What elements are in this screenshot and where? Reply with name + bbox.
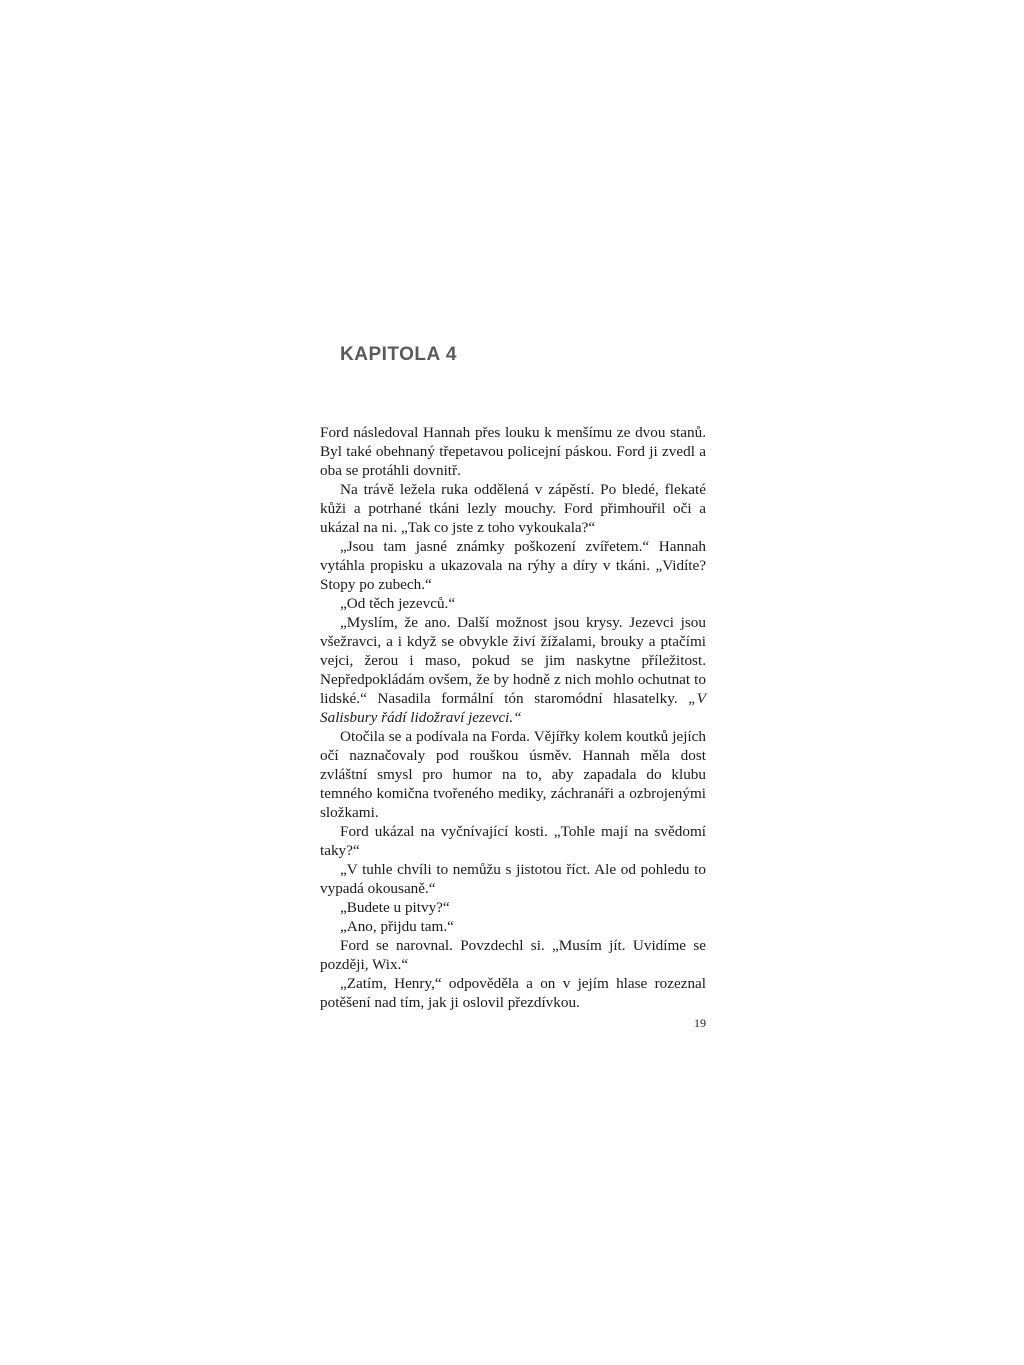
paragraph: „V tuhle chvíli to nemůžu s jistotou říct. Ale od pohledu to vypadá okousaně.“: [320, 861, 706, 897]
chapter-title: KAPITOLA 4: [340, 344, 457, 365]
paragraph: Ford ukázal na vyčnívající kosti. „Tohle mají na svědomí taky?“: [320, 823, 706, 859]
paragraph: Otočila se a podívala na Forda. Vějířky kolem koutků jejích očí naznačovaly pod rouškou úsměv. Hannah měla dost zvláštní smysl pro humor na to, aby zapadala do klubu temného komična tvořeného mediky, záchranáři a ozbrojenými složkami.: [320, 728, 706, 821]
paragraph: Na trávě ležela ruka oddělená v zápěstí. Po bledé, flekaté kůži a potrhané tkáni lezly mouchy. Ford přimhouřil oči a ukázal na ni. „Tak co jste z toho vykoukala?“: [320, 481, 706, 536]
paragraph: [320, 613, 706, 727]
chapter-body: [320, 423, 706, 1012]
paragraph: „Od těch jezevců.“: [340, 595, 456, 612]
paragraph: Ford se narovnal. Povzdechl si. „Musím jít. Uvidíme se později, Wix.“: [320, 937, 706, 973]
italic-quote: „V Salisbury řádí lidožraví jezevci.“: [320, 690, 706, 726]
paragraph: „Ano, přijdu tam.“: [340, 918, 454, 935]
paragraph: „Budete u pitvy?“: [340, 899, 450, 916]
paragraph: Ford následoval Hannah přes louku k menšímu ze dvou stanů. Byl také obehnaný třepetavou policejní páskou. Ford ji zvedl a oba se protáhli dovnitř.: [320, 424, 706, 479]
page-number: 19: [694, 1016, 706, 1030]
paragraph: „Zatím, Henry,“ odpověděla a on v jejím hlase rozeznal potěšení nad tím, jak ji oslovil přezdívkou.: [320, 975, 706, 1011]
paragraph-text: „Myslím, že ano. Další možnost jsou krysy. Jezevci jsou všežravci, a i když se obvykle živí žížalami, brouky a ptačími vejci, žerou i maso, pokud se jim naskytne příležitost. Nepředpokládám ovšem, že by hodně z nich mohlo ochutnat to lidské.“ Nasadila formální tón staromódní hlasatelky.: [320, 614, 706, 707]
paragraph: „Jsou tam jasné známky poškození zvířetem.“ Hannah vytáhla propisku a ukazovala na rýhy a díry v tkáni. „Vidíte? Stopy po zubech.“: [320, 538, 706, 593]
